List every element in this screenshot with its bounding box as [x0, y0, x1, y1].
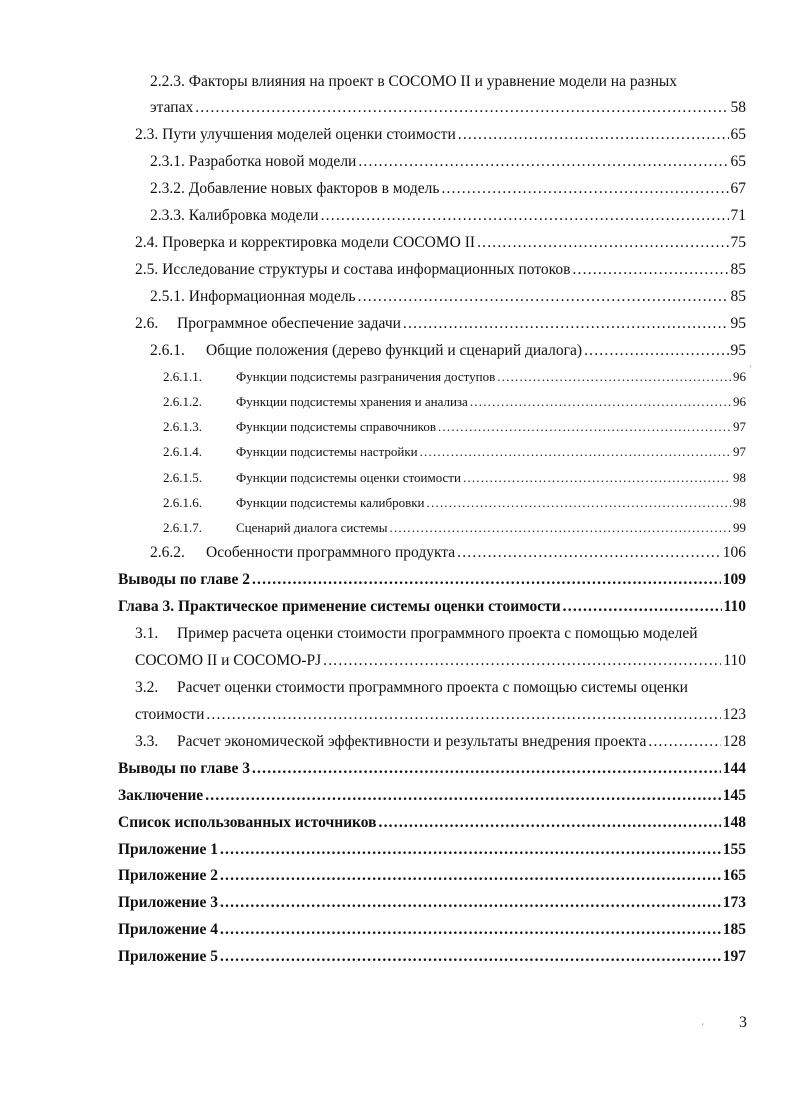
dot-leader — [497, 367, 731, 387]
toc-page-number: 165 — [722, 867, 746, 884]
dot-leader — [220, 893, 721, 913]
toc-title: Приложение 2 — [118, 867, 218, 884]
toc-conclusion — [118, 786, 746, 806]
toc-title: 2.3.2. Добавление новых факторов в модель — [150, 180, 440, 197]
toc-page-number: 185 — [722, 921, 746, 938]
toc-entry-2-5-1 — [150, 287, 746, 307]
toc-title: Функции подсистемы хранения и анализа — [236, 394, 468, 409]
toc-entry-2-6-1-1 — [163, 367, 746, 387]
dot-leader — [427, 493, 732, 513]
dot-leader — [441, 179, 728, 199]
toc-title: стоимости — [135, 706, 205, 723]
toc-page-number: 96 — [733, 394, 746, 409]
toc-entry-2-5 — [135, 260, 746, 280]
toc-title: Функции подсистемы справочников — [236, 419, 436, 434]
dot-leader — [220, 840, 721, 860]
toc-page-number: 123 — [722, 706, 746, 723]
toc-page-number: 95 — [730, 315, 746, 332]
toc-entry-2-3-1 — [150, 152, 746, 172]
toc-entry-2-6-1 — [150, 341, 746, 361]
toc-entry-2-6-1-4 — [163, 442, 746, 462]
toc-page-number: 85 — [730, 288, 746, 305]
toc-entry-2-4 — [135, 233, 746, 253]
dot-leader — [477, 233, 728, 253]
dot-leader — [206, 705, 720, 725]
toc-title: 2.3.3. Калибровка модели — [150, 207, 319, 224]
toc-page-number: 65 — [730, 153, 746, 170]
toc-number: 2.6.1.5. — [163, 470, 202, 485]
toc-conclusions-chapter-2 — [118, 570, 746, 590]
toc-number: 3.3. — [135, 733, 159, 750]
toc-entry-3-1-line1 — [135, 624, 698, 644]
dot-leader — [358, 152, 728, 172]
toc-number: 2.6.1.2. — [163, 394, 202, 409]
toc-title: Приложение 5 — [118, 948, 218, 965]
toc-entry-2-6-2 — [150, 543, 746, 563]
toc-entry-3-2-line1 — [135, 678, 688, 698]
toc-title: Расчет оценки стоимости программного проекта с помощью системы оценки — [177, 679, 688, 696]
toc-page-number: 173 — [722, 894, 746, 911]
dot-leader — [420, 442, 731, 462]
toc-number: 3.2. — [135, 679, 159, 696]
scan-speck: ' — [750, 364, 752, 373]
toc-title: Общие положения (дерево функций и сценарий диалога) — [206, 342, 583, 359]
toc-title: Расчет экономической эффективности и результаты внедрения проекта — [177, 733, 647, 750]
toc-page-number: 97 — [733, 444, 746, 459]
toc-title: 2.3. Пути улучшения моделей оценки стоимости — [135, 126, 456, 143]
toc-appendix-5 — [118, 947, 746, 967]
dot-leader — [323, 651, 721, 671]
toc-chapter-3 — [118, 597, 746, 617]
toc-title: Приложение 1 — [118, 841, 218, 858]
toc-title: Особенности программного продукта — [206, 544, 456, 561]
toc-page-number: 99 — [733, 520, 746, 535]
toc-page-number: 145 — [722, 787, 746, 804]
toc-entry-2-3-3 — [150, 206, 746, 226]
dot-leader — [584, 341, 728, 361]
dot-leader — [220, 920, 721, 940]
toc-page-number: 97 — [733, 419, 746, 434]
dot-leader — [390, 518, 732, 538]
dot-leader — [252, 759, 721, 779]
toc-page-number: 155 — [722, 841, 746, 858]
toc-title: Пример расчета оценки стоимости программного проекта с помощью моделей — [177, 625, 698, 642]
toc-page-number: 110 — [723, 652, 746, 669]
toc-number: 2.6.1.7. — [163, 520, 202, 535]
toc-title: Функции подсистемы оценки стоимости — [236, 470, 461, 485]
page-number: 3 — [739, 1014, 747, 1031]
toc-title: этапах — [150, 99, 194, 116]
toc-title: 2.5.1. Информационная модель — [150, 288, 356, 305]
toc-title: 2.4. Проверка и корректировка модели COCOMO II — [135, 234, 476, 251]
toc-title: Выводы по главе 2 — [118, 571, 250, 588]
dot-leader — [220, 947, 721, 967]
toc-appendix-4 — [118, 920, 746, 940]
toc-title: 2.3.1. Разработка новой модели — [150, 153, 357, 170]
toc-page-number: 95 — [730, 342, 746, 359]
toc-title: Выводы по главе 3 — [118, 760, 250, 777]
toc-title: Программное обеспечение задачи — [177, 315, 401, 332]
toc-entry-2-2-3-line1: 2.2.3. Факторы влияния на проект в COCOMO II и уравнение модели на разных — [150, 73, 678, 90]
toc-page-number: 96 — [733, 369, 746, 384]
dot-leader — [379, 813, 721, 833]
toc-number: 2.6.1.3. — [163, 419, 202, 434]
toc-appendix-1 — [118, 840, 746, 860]
scan-speck: ' — [702, 1022, 704, 1031]
dot-leader — [463, 468, 731, 488]
toc-title: Функции подсистемы настройки — [236, 444, 418, 459]
toc-page-number: 58 — [730, 99, 746, 116]
toc-entry-2-6-1-6 — [163, 493, 746, 513]
toc-entry-3-2 — [135, 705, 746, 725]
toc-page-number: 144 — [722, 760, 746, 777]
toc-page-number: 128 — [722, 733, 746, 750]
toc-page-number: 148 — [722, 814, 746, 831]
toc-entry-2-3 — [135, 125, 746, 145]
toc-entry-2-6-1-5 — [163, 468, 746, 488]
toc-number: 2.6.2. — [150, 544, 185, 561]
toc-page-number: 71 — [730, 207, 746, 224]
toc-title: Функции подсистемы разграничения доступов — [236, 369, 496, 384]
dot-leader — [321, 206, 729, 226]
toc-conclusions-chapter-3 — [118, 759, 746, 779]
toc-number: 2.6.1. — [150, 342, 185, 359]
toc-number: 2.6.1.6. — [163, 495, 202, 510]
dot-leader — [205, 786, 721, 806]
toc-page-number: 65 — [730, 126, 746, 143]
toc-entry-3-3 — [135, 732, 746, 752]
toc-title: Заключение — [118, 787, 204, 804]
dot-leader — [563, 597, 722, 617]
toc-title: COCOMO II и COCOMO-PJ — [135, 652, 322, 669]
toc-entry-2-2-3 — [150, 98, 746, 118]
toc-page-number: 106 — [722, 544, 746, 561]
dot-leader — [195, 98, 728, 118]
dot-leader — [457, 543, 721, 563]
dot-leader — [252, 570, 721, 590]
toc-number: 2.6.1.4. — [163, 444, 202, 459]
toc-page-number: 67 — [730, 180, 746, 197]
dot-leader — [648, 732, 720, 752]
dot-leader — [220, 866, 721, 886]
toc-title: Приложение 3 — [118, 894, 218, 911]
toc-entry-2-6-1-3 — [163, 417, 746, 437]
toc-page-number: 75 — [730, 234, 746, 251]
toc-page-number: 197 — [722, 948, 746, 965]
toc-number: 3.1. — [135, 625, 159, 642]
toc-title: Сценарий диалога системы — [236, 520, 388, 535]
toc-page-number: 98 — [733, 470, 746, 485]
toc-title: 2.5. Исследование структуры и состава информационных потоков — [135, 261, 571, 278]
toc-page-number: 110 — [723, 598, 746, 615]
dot-leader — [572, 260, 728, 280]
toc-number: 2.6.1.1. — [163, 369, 202, 384]
toc-entry-2-6-1-7 — [163, 518, 746, 538]
toc-entry-2-6-1-2 — [163, 392, 746, 412]
dot-leader — [438, 417, 731, 437]
toc-appendix-2 — [118, 866, 746, 886]
toc-appendix-3 — [118, 893, 746, 913]
toc-page-number: 85 — [730, 261, 746, 278]
toc-title: Функции подсистемы калибровки — [236, 495, 425, 510]
dot-leader — [358, 287, 729, 307]
dot-leader — [458, 125, 729, 145]
toc-references — [118, 813, 746, 833]
dot-leader — [470, 392, 731, 412]
toc-title: Список использованных источников — [118, 814, 377, 831]
toc-number: 2.6. — [135, 315, 159, 332]
dot-leader — [403, 314, 729, 334]
toc-title: Приложение 4 — [118, 921, 218, 938]
toc-title: Глава 3. Практическое применение системы оценки стоимости — [118, 598, 561, 615]
toc-page-number: 109 — [722, 571, 746, 588]
toc-entry-3-1 — [135, 651, 746, 671]
toc-page-number: 98 — [733, 495, 746, 510]
toc-entry-2-3-2 — [150, 179, 746, 199]
toc-entry-2-6 — [135, 314, 746, 334]
